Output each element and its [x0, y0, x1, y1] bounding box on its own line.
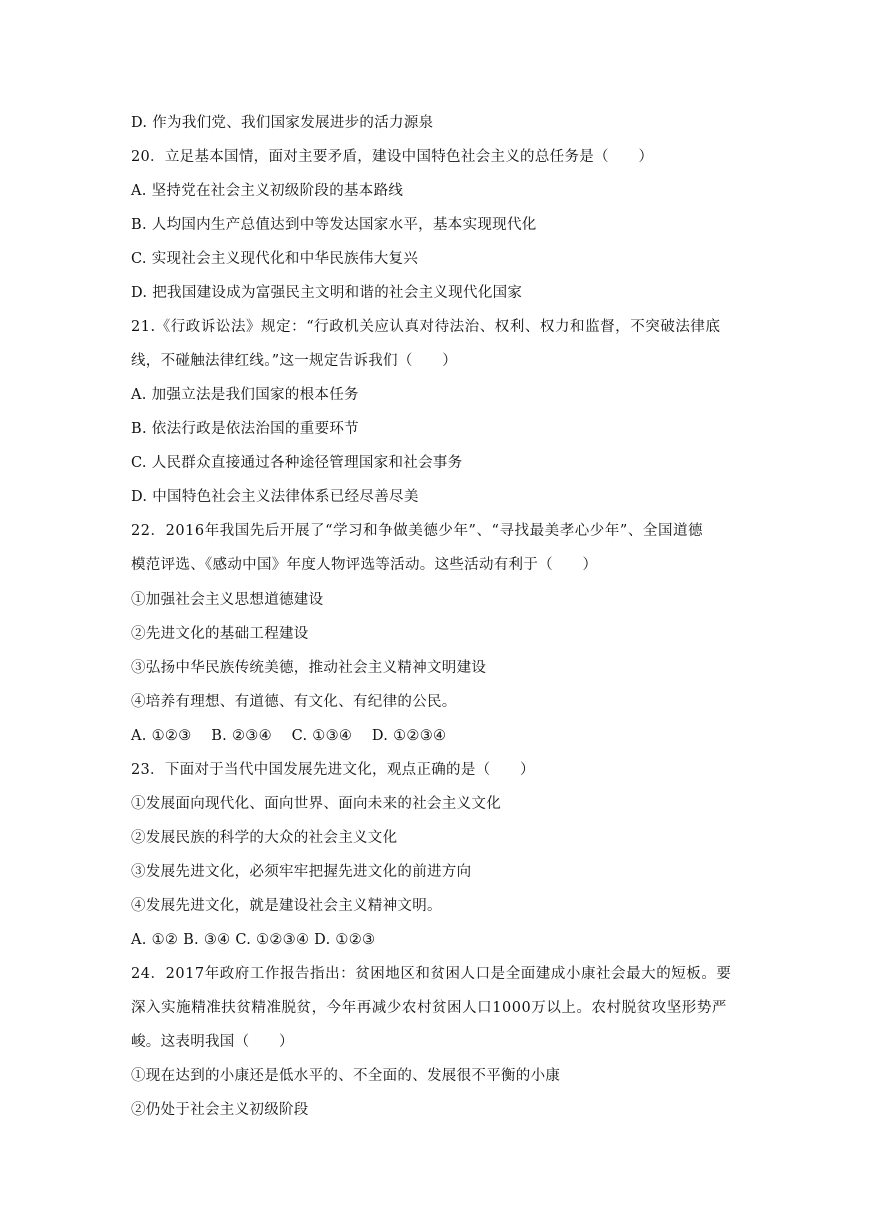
q20-option-c: C. 实现社会主义现代化和中华民族伟大复兴 — [131, 251, 419, 267]
q22-statement-3: ③弘扬中华民族传统美德，推动社会主义精神文明建设 — [131, 660, 487, 676]
q24-statement-2: ②仍处于社会主义初级阶段 — [131, 1102, 309, 1118]
q24-stem-line3: 峻。这表明我国（ ） — [131, 1034, 294, 1050]
q23-statement-4: ④发展先进文化，就是建设社会主义精神文明。 — [131, 898, 442, 914]
q22-options: A. ①②③ B. ②③④ C. ①③④ D. ①②③④ — [131, 728, 447, 744]
q23-statement-3: ③发展先进文化，必须牢牢把握先进文化的前进方向 — [131, 864, 472, 880]
q24-stem-line1: 24．2017年政府工作报告指出：贫困地区和贫困人口是全面建成小康社会最大的短板。要 — [131, 966, 732, 982]
q22-statement-4: ④培养有理想、有道德、有文化、有纪律的公民。 — [131, 694, 457, 710]
q22-statement-2: ②先进文化的基础工程建设 — [131, 626, 309, 642]
q22-stem-line1: 22．2016年我国先后开展了“学习和争做美德少年”、“寻找最美孝心少年”、全国道德 — [131, 523, 704, 539]
q19-option-d: D. 作为我们党、我们国家发展进步的活力源泉 — [131, 115, 434, 131]
q20-option-b: B. 人均国内生产总值达到中等发达国家水平，基本实现现代化 — [131, 217, 537, 233]
q21-option-d: D. 中国特色社会主义法律体系已经尽善尽美 — [131, 489, 419, 505]
q22-stem-line2: 模范评选、《感动中国》年度人物评选等活动。这些活动有利于（ ） — [131, 557, 598, 573]
q21-option-b: B. 依法行政是依法治国的重要环节 — [131, 421, 359, 437]
q23-statement-1: ①发展面向现代化、面向世界、面向未来的社会主义文化 — [131, 796, 501, 812]
q23-options: A. ①② B. ③④ C. ①②③④ D. ①②③ — [131, 932, 376, 948]
q21-stem-line1: 21.《行政诉讼法》规定：“行政机关应认真对待法治、权利、权力和监督，不突破法律底 — [131, 319, 721, 335]
q20-stem: 20．立足基本国情，面对主要矛盾，建设中国特色社会主义的总任务是（ ） — [131, 149, 654, 165]
q21-option-a: A. 加强立法是我们国家的根本任务 — [131, 387, 359, 403]
q24-stem-line2: 深入实施精准扶贫精准脱贫，今年再减少农村贫困人口1000万以上。农村脱贫攻坚形势严 — [131, 1000, 727, 1016]
q20-option-a: A. 坚持党在社会主义初级阶段的基本路线 — [131, 183, 404, 199]
q23-stem: 23．下面对于当代中国发展先进文化，观点正确的是（ ） — [131, 762, 535, 778]
q24-statement-1: ①现在达到的小康还是低水平的、不全面的、发展很不平衡的小康 — [131, 1068, 561, 1084]
q21-stem-line2: 线，不碰触法律红线。”这一规定告诉我们（ ） — [131, 353, 458, 369]
q23-statement-2: ②发展民族的科学的大众的社会主义文化 — [131, 830, 398, 846]
q22-statement-1: ①加强社会主义思想道德建设 — [131, 592, 324, 608]
q20-option-d: D. 把我国建设成为富强民主文明和谐的社会主义现代化国家 — [131, 285, 523, 301]
q21-option-c: C. 人民群众直接通过各种途径管理国家和社会事务 — [131, 455, 463, 471]
